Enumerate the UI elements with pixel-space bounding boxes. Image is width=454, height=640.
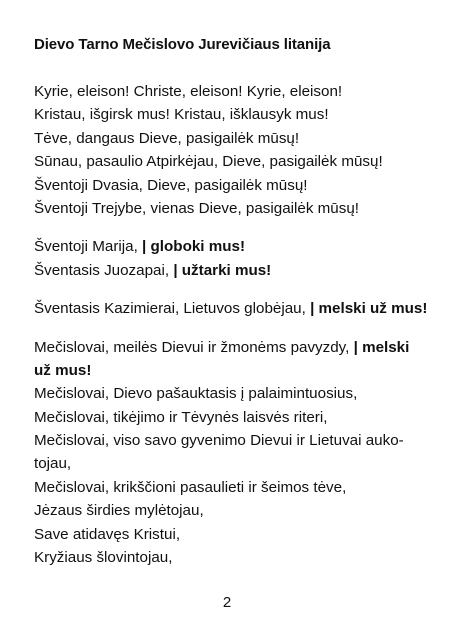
- litany-line: [34, 452, 426, 475]
- invocation-text: Save atidavęs Kristui,: [34, 525, 181, 543]
- litany-line: [34, 127, 426, 150]
- litany-line: [34, 235, 426, 258]
- litany-line: [34, 382, 426, 405]
- section-gap: [34, 220, 426, 235]
- invocation-text: Mečislovai, krikščioni pasaulieti ir šeimos tėve,: [34, 478, 347, 496]
- invocation-text: Mečislovai, Dievo pašauktasis į palaimintuosius,: [34, 385, 358, 403]
- litany-line: [34, 546, 426, 569]
- litany-line: [34, 499, 426, 522]
- invocation-text: Šventasis Kazimierai, Lietuvos globėjau,: [34, 300, 311, 318]
- litany-line: [34, 523, 426, 546]
- section-gap: [34, 321, 426, 336]
- litany-line: [34, 259, 426, 282]
- litany-body: [34, 80, 426, 569]
- invocation-text: Mečislovai, meilės Dievui ir žmonėms pavyzdy,: [34, 338, 354, 356]
- litany-line: [34, 80, 426, 103]
- invocation-text: Kryžiaus šlovintojau,: [34, 549, 173, 567]
- litany-line: [34, 336, 426, 359]
- page-number: 2: [222, 594, 232, 611]
- response-text: | melski už mus!: [310, 300, 428, 318]
- litany-line: [34, 197, 426, 220]
- invocation-text: Šventoji Trejybe, vienas Dieve, pasigailėk mūsų!: [34, 199, 360, 217]
- invocation-text: tojau,: [34, 455, 72, 473]
- invocation-text: Kristau, išgirsk mus! Kristau, išklausyk mus!: [34, 106, 329, 124]
- response-text: už mus!: [34, 361, 92, 379]
- invocation-text: Mečislovai, viso savo gyvenimo Dievui ir Lietuvai auko-: [34, 432, 404, 450]
- litany-line: [34, 150, 426, 173]
- litany-line: [34, 297, 426, 320]
- response-text: | užtarki mus!: [173, 261, 272, 279]
- invocation-text: Kyrie, eleison! Christe, eleison! Kyrie, eleison!: [34, 83, 343, 100]
- litany-line: [34, 406, 426, 429]
- invocation-text: Tėve, dangaus Dieve, pasigailėk mūsų!: [34, 129, 300, 147]
- invocation-text: Šventasis Juozapai,: [34, 261, 174, 279]
- response-text: | melski: [353, 338, 410, 356]
- section-gap: [34, 282, 426, 297]
- invocation-text: Jėzaus širdies mylėtojau,: [34, 502, 204, 520]
- litany-line: [34, 429, 426, 452]
- invocation-text: Mečislovai, tikėjimo ir Tėvynės laisvės riteri,: [34, 408, 328, 426]
- response-text: | globoki mus!: [142, 238, 246, 256]
- litany-line: [34, 103, 426, 126]
- litany-line: [34, 476, 426, 499]
- invocation-text: Sūnau, pasaulio Atpirkėjau, Dieve, pasigailėk mūsų!: [34, 153, 383, 171]
- litany-line: [34, 359, 426, 382]
- litany-line: [34, 174, 426, 197]
- invocation-text: Šventoji Dvasia, Dieve, pasigailėk mūsų!: [34, 176, 308, 194]
- litany-title: Dievo Tarno Mečislovo Jurevičiaus litanija: [34, 36, 331, 53]
- invocation-text: Šventoji Marija,: [34, 238, 143, 256]
